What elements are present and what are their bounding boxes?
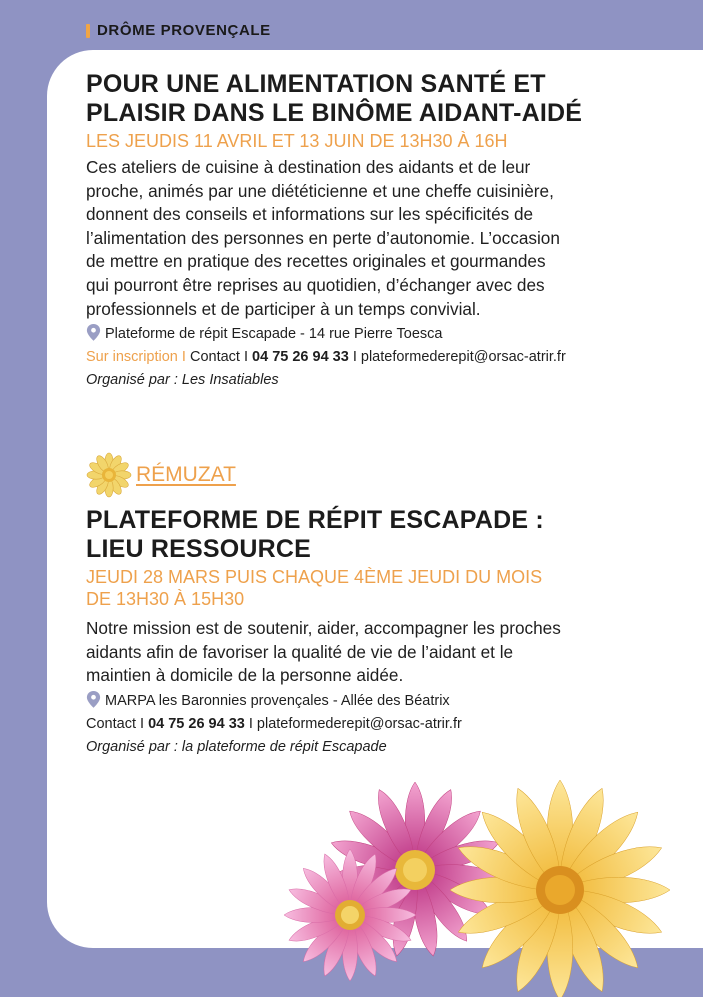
phone-number[interactable]: 04 75 26 94 33 (148, 715, 245, 732)
location-pin-icon (86, 324, 101, 341)
email-link[interactable]: I plateformederepit@orsac-atrir.fr (352, 349, 566, 366)
event-2-location (86, 690, 646, 713)
event-1-contact (86, 346, 646, 369)
event-1-date: LES JEUDIS 11 AVRIL ET 13 JUIN DE 13H30 À 16H (86, 131, 508, 151)
event-1-description: Ces ateliers de cuisine à destination des aidants et de leur proche, animés par une diététicienne et une cheffe cuisinière, donnent des conseils et informations sur les spécificités de l’alimentation des personnes en perte d’autonomie. L’occasion de mettre en pratique des recettes originales et gourmandes qui pourront être reprises au quotidien, d’échanger avec des professionnels et de participer à un temps convivial. (86, 157, 560, 319)
phone-number[interactable]: 04 75 26 94 33 (252, 349, 349, 366)
region-marker (86, 24, 90, 38)
town-name[interactable]: RÉMUZAT (136, 463, 236, 486)
event-1-title: POUR UNE ALIMENTATION SANTÉ ET PLAISIR DANS LE BINÔME AIDANT-AIDÉ (86, 70, 583, 127)
event-2-contact (86, 713, 646, 736)
event-2-date: JEUDI 28 MARS PUIS CHAQUE 4ÈME JEUDI DU MOIS DE 13H30 À 15H30 (86, 567, 543, 609)
email-link[interactable]: I plateformederepit@orsac-atrir.fr (248, 715, 462, 732)
event-1 (86, 70, 646, 392)
event-2-title: PLATEFORME DE RÉPIT ESCAPADE : LIEU RESSOURCE (86, 506, 544, 563)
region-label: DRÔME PROVENÇALE (97, 22, 271, 39)
event-2-description: Notre mission est de soutenir, aider, accompagner les proches aidants afin de favoriser la qualité de vie de l’aidant et le maintien à domicile de la personne aidée. (86, 618, 561, 686)
event-1-location-text: Plateforme de répit Escapade - 14 rue Pierre Toesca (105, 326, 443, 343)
town-header (86, 452, 236, 498)
contact-label: Contact I (86, 715, 145, 732)
event-2-location-text: MARPA les Baronnies provençales - Allée des Béatrix (105, 692, 450, 709)
contact-label: Contact I (189, 349, 248, 366)
event-2-organizer: Organisé par : la plateforme de répit Escapade (86, 738, 387, 755)
event-1-location (86, 323, 646, 346)
event-1-organizer: Organisé par : Les Insatiables (86, 372, 279, 389)
sunflower-icon (86, 452, 132, 498)
location-pin-icon (86, 691, 101, 708)
event-2 (86, 506, 646, 759)
registration-label: Sur inscription I (86, 349, 186, 366)
